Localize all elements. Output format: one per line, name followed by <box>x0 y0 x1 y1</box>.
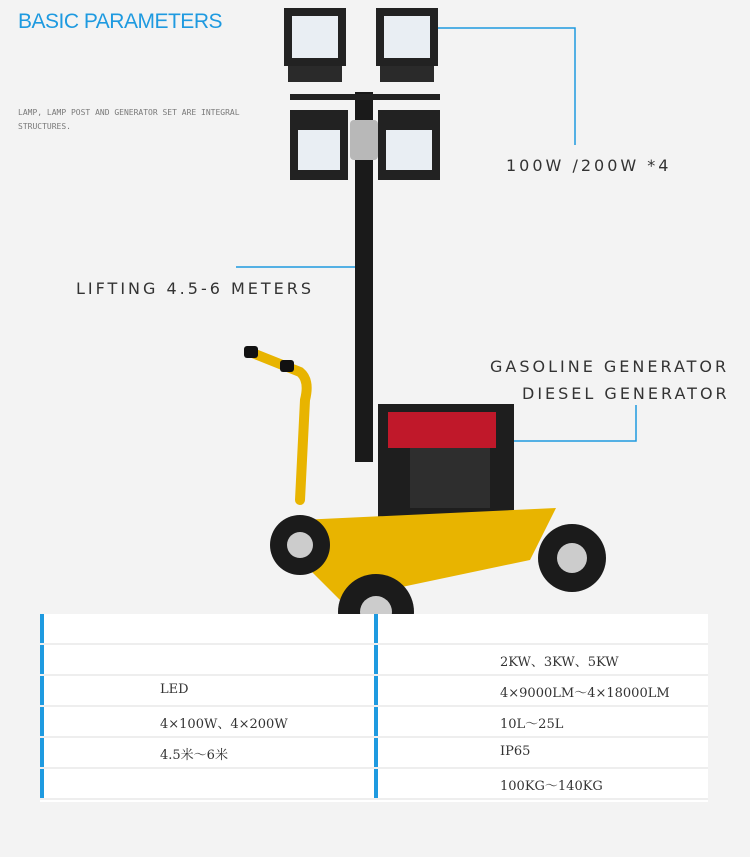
table-cell: 2KW、3KW、5KW <box>500 655 619 670</box>
table-cell: LED <box>160 682 189 697</box>
callout-lights: 100W /200W *4 <box>506 156 672 175</box>
page-title: BASIC PARAMETERS <box>18 10 222 33</box>
table-cell: IP65 <box>500 744 531 759</box>
flood-light-bottom-right <box>378 110 440 180</box>
generator-tank <box>388 412 496 448</box>
cart-base <box>300 508 556 600</box>
structure-note: LAMP, LAMP POST AND GENERATOR SET ARE INTEGRAL STRUCTURES. <box>18 108 240 131</box>
callout-diesel-generator: DIESEL GENERATOR <box>522 384 730 403</box>
flood-light-bottom-left <box>290 110 348 180</box>
wheel-back-right <box>538 524 606 592</box>
table-row <box>40 769 708 800</box>
callout-gasoline-generator: GASOLINE GENERATOR <box>490 357 730 376</box>
table-row <box>40 738 708 769</box>
flood-light-top-left <box>284 8 346 82</box>
table-cell: 4×9000LM～4×18000LM <box>500 686 670 701</box>
table-row <box>40 614 708 645</box>
flood-light-top-right <box>376 8 438 82</box>
table-row <box>40 645 708 676</box>
table-cell: 10L～25L <box>500 717 564 732</box>
light-crossbar <box>290 94 440 100</box>
callout-lifting: LIFTING 4.5-6 METERS <box>76 279 315 298</box>
table-cell: 100KG～140KG <box>500 779 603 794</box>
callout-lines <box>236 28 636 441</box>
wheel-front-left <box>270 515 330 575</box>
table-cell: 4×100W、4×200W <box>160 717 288 732</box>
cart-handle <box>250 352 307 500</box>
table-row <box>40 676 708 707</box>
table-row <box>40 707 708 738</box>
mast-clamp <box>350 120 378 160</box>
spec-table <box>40 614 708 802</box>
table-cell: 4.5米～6米 <box>160 748 228 763</box>
